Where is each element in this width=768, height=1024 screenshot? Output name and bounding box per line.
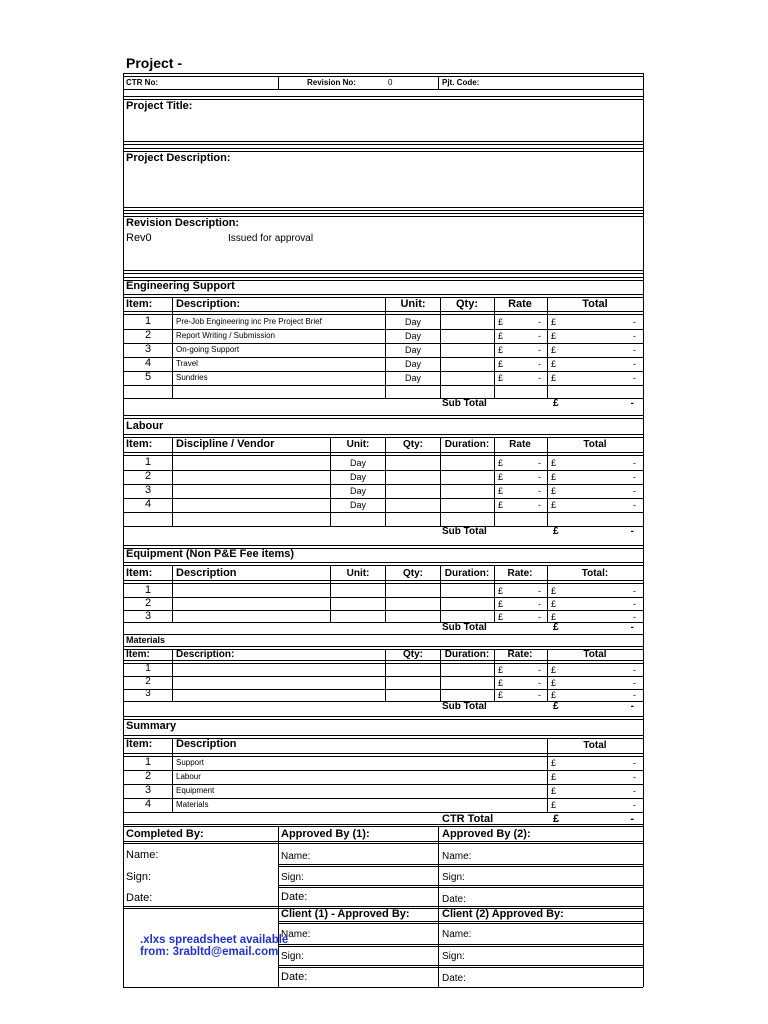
- project-description-label: Project Description:: [126, 152, 231, 164]
- currency-symbol: £: [553, 813, 560, 825]
- ctr-total-value: -: [630, 813, 634, 825]
- grid-line: [278, 944, 643, 945]
- unit-value: Day: [404, 331, 421, 341]
- currency-symbol: £: [551, 786, 557, 796]
- grid-line: [123, 622, 643, 623]
- equipment-section-title: Equipment (Non P&E Fee items): [126, 548, 295, 560]
- rate-value: -: [538, 599, 541, 609]
- grid-line: [123, 660, 643, 661]
- name-label: Name:: [126, 849, 159, 861]
- column-header-qty: Qty:: [403, 568, 423, 579]
- grid-line: [123, 719, 643, 720]
- column-header-description: Description: [176, 567, 237, 579]
- column-header-item: Item:: [126, 738, 153, 750]
- currency-symbol: £: [551, 690, 557, 700]
- column-header-item: Item:: [126, 649, 150, 660]
- currency-symbol: £: [551, 486, 557, 496]
- grid-line: [123, 826, 643, 827]
- item-number: 1: [144, 584, 152, 596]
- currency-symbol: £: [551, 331, 557, 341]
- item-number: 2: [144, 770, 152, 782]
- column-header-qty: Qty:: [403, 439, 423, 450]
- approved-by-1-label: Approved By (1):: [281, 828, 370, 840]
- currency-symbol: £: [498, 373, 504, 383]
- rate-value: -: [538, 486, 541, 496]
- total-value: -: [633, 331, 636, 341]
- unit-value: Day: [404, 317, 421, 327]
- date-label: Date:: [281, 971, 308, 983]
- column-header-description: Description:: [176, 649, 235, 660]
- sign-label: Sign:: [126, 871, 152, 883]
- item-description: On-going Support: [176, 345, 240, 354]
- item-number: 5: [144, 371, 152, 383]
- total-value: -: [633, 500, 636, 510]
- revision-no-label: Revision No:: [307, 78, 356, 87]
- labour-section-title: Labour: [126, 420, 164, 432]
- total-value: -: [633, 678, 636, 688]
- column-header-description: Description:: [176, 298, 241, 310]
- name-label: Name:: [281, 929, 311, 940]
- currency-symbol: £: [551, 359, 557, 369]
- rate-value: -: [538, 500, 541, 510]
- grid-line: [123, 753, 643, 754]
- grid-line: [123, 99, 643, 100]
- column-header-duration: Duration:: [444, 568, 490, 579]
- currency-symbol: £: [553, 526, 559, 537]
- currency-symbol: £: [551, 586, 557, 596]
- pjt-code-label: Pjt. Code:: [442, 78, 480, 87]
- column-header-unit: Unit:: [400, 298, 426, 310]
- summary-description: Labour: [176, 772, 201, 781]
- grid-line: [643, 73, 644, 987]
- item-description: Pre-Job Engineering inc Pre Project Brief: [176, 317, 322, 326]
- currency-symbol: £: [498, 345, 504, 355]
- item-number: 4: [144, 357, 152, 369]
- page-title: Project -: [126, 55, 183, 71]
- currency-symbol: £: [553, 622, 559, 633]
- summary-description: Equipment: [176, 786, 215, 795]
- item-number: 2: [144, 597, 152, 609]
- rate-value: -: [538, 586, 541, 596]
- grid-line: [123, 580, 643, 581]
- item-number: 3: [144, 610, 152, 622]
- unit-value: Day: [404, 345, 421, 355]
- column-header-total: Total: [583, 439, 607, 450]
- unit-value: Day: [349, 500, 366, 510]
- item-number: 2: [145, 676, 151, 687]
- currency-symbol: £: [551, 758, 557, 768]
- grid-line: [278, 965, 643, 966]
- currency-symbol: £: [498, 678, 504, 688]
- currency-symbol: £: [551, 599, 557, 609]
- grid-line: [123, 314, 643, 315]
- column-header-total: Total: [583, 740, 607, 751]
- currency-symbol: £: [498, 359, 504, 369]
- summary-description: Materials: [176, 800, 209, 809]
- grid-line: [278, 887, 643, 888]
- sign-label: Sign:: [442, 951, 465, 962]
- column-header-unit: Unit:: [346, 568, 370, 579]
- currency-symbol: £: [553, 701, 559, 712]
- grid-line: [123, 716, 643, 717]
- revision-no-value: 0: [388, 78, 393, 87]
- unit-value: Day: [349, 458, 366, 468]
- grid-line: [123, 141, 643, 142]
- total-value: -: [633, 586, 636, 596]
- currency-symbol: £: [551, 678, 557, 688]
- sign-label: Sign:: [281, 951, 304, 962]
- grid-line: [278, 946, 643, 947]
- grid-line: [123, 270, 643, 271]
- item-description: Report Writing / Submission: [176, 331, 275, 340]
- engineering-section-title: Engineering Support: [126, 280, 235, 292]
- unit-value: Day: [404, 373, 421, 383]
- currency-symbol: £: [498, 599, 504, 609]
- grid-line: [547, 297, 548, 398]
- grid-line: [123, 646, 643, 647]
- item-number: 4: [144, 498, 152, 510]
- total-value: -: [633, 665, 636, 675]
- column-header-unit: Unit:: [346, 439, 370, 450]
- total-value: -: [633, 359, 636, 369]
- total-value: -: [633, 599, 636, 609]
- column-header-description: Description: [176, 738, 237, 750]
- grid-line: [278, 864, 643, 865]
- item-number: 1: [144, 756, 152, 768]
- name-label: Name:: [442, 851, 472, 862]
- grid-line: [278, 885, 643, 886]
- total-value: -: [633, 373, 636, 383]
- column-header-rate: Rate: [509, 439, 531, 450]
- currency-symbol: £: [498, 690, 504, 700]
- column-header-item: Item:: [126, 438, 153, 450]
- rate-value: -: [538, 665, 541, 675]
- date-label: Date:: [126, 892, 153, 904]
- grid-line: [123, 294, 643, 295]
- item-number: 3: [144, 343, 152, 355]
- date-label: Date:: [442, 894, 466, 905]
- grid-line: [494, 297, 495, 398]
- unit-value: Day: [349, 486, 366, 496]
- grid-line: [123, 144, 643, 145]
- currency-symbol: £: [498, 586, 504, 596]
- item-number: 2: [144, 470, 152, 482]
- total-value: -: [633, 758, 636, 768]
- total-value: -: [633, 772, 636, 782]
- total-value: -: [633, 317, 636, 327]
- currency-symbol: £: [551, 665, 557, 675]
- column-header-rate: Rate:: [507, 649, 533, 660]
- column-header-rate: Rate: [508, 298, 532, 310]
- currency-symbol: £: [498, 331, 504, 341]
- rate-value: -: [538, 612, 541, 622]
- unit-value: Day: [404, 359, 421, 369]
- grid-line: [123, 76, 643, 77]
- grid-line: [123, 434, 643, 435]
- grid-line: [123, 213, 643, 214]
- item-number: 1: [144, 315, 152, 327]
- grid-line: [123, 277, 643, 278]
- revision-text: Issued for approval: [228, 233, 314, 244]
- summary-section-title: Summary: [126, 720, 177, 732]
- grid-line: [123, 210, 643, 211]
- currency-symbol: £: [553, 398, 559, 409]
- grid-line: [123, 452, 643, 453]
- currency-symbol: £: [498, 317, 504, 327]
- date-label: Date:: [281, 891, 308, 903]
- grid-line: [123, 812, 643, 813]
- grid-line: [123, 418, 643, 419]
- currency-symbol: £: [551, 500, 557, 510]
- column-header-total: Total: [583, 649, 607, 660]
- name-label: Name:: [281, 851, 311, 862]
- rate-value: -: [538, 359, 541, 369]
- grid-line: [123, 96, 643, 97]
- subtotal-value: -: [630, 398, 634, 409]
- column-header-discipline: Discipline / Vendor: [176, 438, 275, 450]
- grid-line: [123, 701, 643, 702]
- grid-line: [123, 824, 643, 825]
- subtotal-value: -: [630, 622, 634, 633]
- currency-symbol: £: [551, 472, 557, 482]
- item-description: Sundries: [176, 373, 208, 382]
- grid-line: [278, 921, 643, 922]
- grid-line: [123, 89, 643, 90]
- grid-line: [123, 634, 643, 635]
- ctr-total-label: CTR Total: [442, 813, 494, 825]
- completed-by-label: Completed By:: [126, 828, 204, 840]
- grid-line: [123, 207, 643, 208]
- revision-rev: Rev0: [126, 232, 152, 244]
- item-number: 2: [144, 329, 152, 341]
- client-2-approved-by-label: Client (2) Approved By:: [442, 908, 564, 920]
- grid-line: [438, 76, 439, 89]
- grid-line: [278, 923, 643, 924]
- grid-line: [123, 73, 643, 74]
- grid-line: [123, 526, 643, 527]
- name-label: Name:: [442, 929, 472, 940]
- grid-line: [123, 148, 643, 149]
- rate-value: -: [538, 345, 541, 355]
- summary-description: Support: [176, 758, 205, 767]
- total-value: -: [633, 345, 636, 355]
- total-value: -: [633, 612, 636, 622]
- grid-line: [123, 906, 643, 907]
- ctr-no-label: CTR No:: [126, 78, 158, 87]
- column-header-duration: Duration:: [444, 649, 490, 660]
- date-label: Date:: [442, 973, 466, 984]
- grid-line: [278, 866, 643, 867]
- item-number: 1: [144, 456, 152, 468]
- subtotal-label: Sub Total: [442, 398, 487, 409]
- currency-symbol: £: [551, 373, 557, 383]
- rate-value: -: [538, 678, 541, 688]
- total-value: -: [633, 486, 636, 496]
- rate-value: -: [538, 472, 541, 482]
- currency-symbol: £: [551, 458, 557, 468]
- currency-symbol: £: [498, 472, 504, 482]
- promo-line-2: from: 3rabltd@email.com: [140, 946, 279, 958]
- grid-line: [123, 512, 643, 513]
- grid-line: [123, 987, 643, 988]
- approved-by-2-label: Approved By (2):: [442, 828, 531, 840]
- grid-line: [123, 455, 643, 456]
- item-number: 4: [144, 798, 152, 810]
- column-header-item: Item:: [126, 567, 153, 579]
- rate-value: -: [538, 317, 541, 327]
- column-header-rate: Rate:: [507, 568, 533, 579]
- item-number: 1: [145, 663, 151, 674]
- column-header-total: Total: [582, 298, 608, 310]
- subtotal-label: Sub Total: [442, 526, 487, 537]
- column-header-qty: Qty:: [456, 298, 478, 310]
- currency-symbol: £: [551, 612, 557, 622]
- total-value: -: [633, 458, 636, 468]
- total-value: -: [633, 472, 636, 482]
- currency-symbol: £: [551, 317, 557, 327]
- item-number: 3: [144, 784, 152, 796]
- currency-symbol: £: [498, 486, 504, 496]
- subtotal-value: -: [630, 701, 634, 712]
- client-1-approved-by-label: Client (1) - Approved By:: [281, 908, 410, 920]
- currency-symbol: £: [551, 345, 557, 355]
- unit-value: Day: [349, 472, 366, 482]
- currency-symbol: £: [498, 500, 504, 510]
- grid-line: [123, 841, 643, 842]
- grid-line: [278, 967, 643, 968]
- subtotal-value: -: [630, 526, 634, 537]
- project-title-label: Project Title:: [126, 100, 193, 112]
- grid-line: [123, 415, 643, 416]
- item-number: 3: [144, 484, 152, 496]
- rate-value: -: [538, 690, 541, 700]
- rate-value: -: [538, 458, 541, 468]
- currency-symbol: £: [551, 800, 557, 810]
- column-header-duration: Duration:: [444, 439, 490, 450]
- rate-value: -: [538, 373, 541, 383]
- promo-line-1: .xlxs spreadsheet available: [140, 934, 289, 946]
- grid-line: [123, 735, 643, 736]
- currency-symbol: £: [498, 458, 504, 468]
- materials-section-title: Materials: [126, 635, 166, 645]
- total-value: -: [633, 690, 636, 700]
- grid-line: [123, 545, 643, 546]
- column-header-total: Total:: [581, 568, 609, 579]
- grid-line: [123, 565, 643, 566]
- item-description: Travel: [176, 359, 198, 368]
- revision-description-label: Revision Description:: [126, 217, 240, 229]
- grid-line: [123, 583, 643, 584]
- total-value: -: [633, 800, 636, 810]
- subtotal-label: Sub Total: [442, 622, 487, 633]
- column-header-item: Item:: [126, 298, 153, 310]
- sign-label: Sign:: [281, 872, 304, 883]
- grid-line: [123, 273, 643, 274]
- grid-line: [123, 398, 643, 399]
- grid-line: [123, 843, 643, 844]
- rate-value: -: [538, 331, 541, 341]
- grid-line: [123, 385, 643, 386]
- currency-symbol: £: [498, 665, 504, 675]
- grid-line: [123, 562, 643, 563]
- column-header-qty: Qty:: [403, 649, 423, 660]
- sign-label: Sign:: [442, 872, 465, 883]
- currency-symbol: £: [551, 772, 557, 782]
- item-number: 3: [145, 688, 151, 699]
- currency-symbol: £: [498, 612, 504, 622]
- grid-line: [123, 311, 643, 312]
- total-value: -: [633, 786, 636, 796]
- grid-line: [278, 76, 279, 89]
- subtotal-label: Sub Total: [442, 701, 487, 712]
